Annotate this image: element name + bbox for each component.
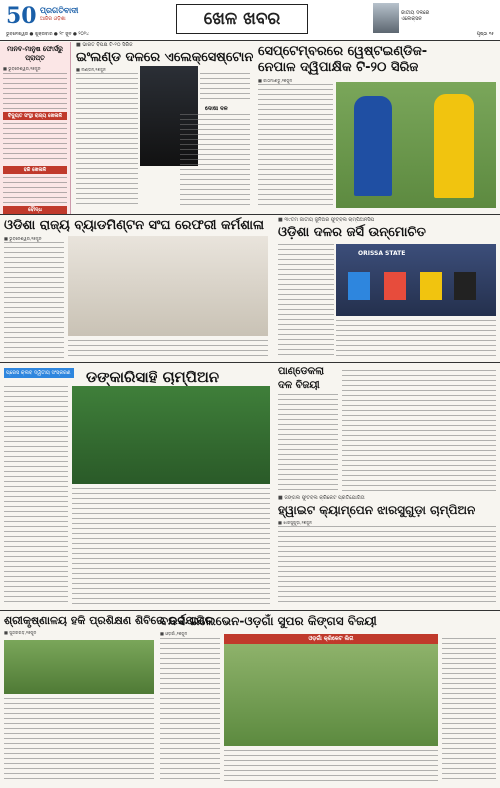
page-number: ପୃଷ୍ଠା ୧୫ — [476, 32, 494, 37]
jersey-body — [278, 244, 334, 358]
left-column — [0, 42, 71, 214]
left-text-2 — [3, 123, 67, 163]
white-campaign-dateline: ■ ଝାରସୁଗୁଡ଼ା,୨୭ଜୁନ — [278, 520, 313, 525]
logo-number: 50 — [6, 3, 37, 29]
england-body-2 — [200, 73, 250, 103]
bottom-left-dateline: ■ ସୁନ୍ଦରଗଡ଼,୨୭ଜୁନ — [4, 630, 37, 635]
westindies-headline-1: ସେପ୍ଟେମ୍ବରରେ ୱେଷ୍ଟଇଣ୍ଡିଜ- — [258, 44, 428, 59]
bottom-right-body-3 — [442, 638, 496, 782]
westindies-photo — [336, 82, 496, 208]
bottom-right-dateline: ■ ଓଡ଼ଗାଁ,୨୭ଜୁନ — [160, 631, 188, 636]
bottom-right-body-1 — [160, 638, 220, 782]
england-subhead: ଦୋଷୀ ଦଳ — [205, 106, 228, 112]
england-headline: ଇଂଲଣ୍ଡ ଦଳରେ ଏଲେକ୍ସେଷ୍ଟୋନ — [76, 50, 254, 65]
left-heading: ମାନବ-ମାନୁଷ ଫୋର୍ସରୁ ପ୍ରାପ୍ତ — [7, 45, 63, 62]
england-body — [76, 73, 138, 207]
badminton-dateline: ■ ଭୁବନେଶ୍ୱର,୨୭ଜୁନ — [4, 236, 42, 241]
dankarisahi-photo — [72, 386, 270, 484]
england-body-3 — [180, 114, 250, 208]
left-text-3 — [3, 177, 67, 203]
england-kicker: ■ ଭାରତ ବିପକ୍ଷ ଟି-୨୦ ସିରିଜ — [76, 42, 133, 48]
england-dateline: ■ ଲଣ୍ଡନ,୨୭ଜୁନ — [76, 67, 106, 72]
dateline: ଭୁବନେଶ୍ୱର ● ଶୁକ୍ରବାର ● ୨୮ ଜୁନ ● ୨୦୨୪ — [6, 32, 89, 37]
bottom-right-body-2 — [224, 750, 438, 782]
columnist-name: ଜାତୀୟ ଦଳରେ ଏଲେକ୍ସନ — [401, 10, 430, 22]
section-title: ଖେଳ ଖବର — [176, 4, 308, 34]
bottom-right-headline: ବନ୍ଦର୍ସ ଇଲେଭେନ-ଓଡ଼ଗାଁ ସୁପର କିଙ୍ଗସ ବିଜୟୀ — [160, 614, 377, 628]
logo-name: ପ୍ରଗତିବାଦୀ — [40, 6, 79, 15]
dankarisahi-tag: ପ୍ରେସ କ୍ଲବ ଦ୍ୱିତୀୟ ସଂସ୍କରଣ — [4, 368, 74, 378]
white-campaign-kicker: ■ ଜଙ୍ଗଲ ଫୁଟବଲ କ୍ରିକେଟ ପ୍ରତିଯୋଗିତା — [278, 495, 365, 501]
pandekala-headline-1: ପାଣ୍ଡେକଲା — [278, 366, 325, 377]
pandekala-body — [278, 394, 338, 492]
jersey-banner: ORISSA STATE — [358, 250, 406, 257]
bottom-left-body — [4, 698, 154, 782]
dankarisahi-body-2 — [72, 488, 270, 606]
westindies-dateline: ■ କାଠମାଣ୍ଡୁ,୨୭ଜୁନ — [258, 78, 293, 83]
badminton-headline: ଓଡିଶା ରାଜ୍ୟ ବ୍ୟାଡମିଣ୍ଟନ ସଂଘ ରେଫରୀ କର୍ମଶାଳା — [4, 218, 265, 233]
jersey-photo — [336, 244, 496, 316]
badminton-body-1 — [4, 242, 64, 358]
left-dateline: ■ ଭୁବନେଶ୍ୱର,୨୭ଜୁନ — [3, 66, 41, 71]
bottom-left-headline: ଶ୍ରୀକୃଷ୍ଣାଳୟ ହକି ପ୍ରଶିକ୍ଷଣ ଶିବିରେ ଉଦଯାପିତ — [4, 614, 213, 627]
logo-sub: ଆଜିର ଓଡ଼ିଶା — [40, 16, 66, 22]
westindies-headline-2: ନେପାଳ ଦ୍ୱିପାକ୍ଷିକ ଟି-୨୦ ସିରିଜ — [258, 60, 419, 75]
columnist-photo — [373, 3, 399, 33]
white-campaign-headline: ହ୍ୱାଇଟ କ୍ୟାମ୍ପେନ ଝାରସୁଗୁଡ଼ା ଚାମ୍ପିଅନ — [278, 503, 476, 517]
left-subhead-2: ହକି ଖେଳାଳି — [3, 166, 67, 174]
dankarisahi-body-1 — [4, 386, 68, 606]
white-campaign-body — [278, 526, 496, 606]
pandekala-headline-2: ଦଳ ବିଜୟୀ — [278, 380, 320, 391]
bottom-left-photo — [4, 640, 154, 694]
left-subhead: ବିଦ୍ୟୁତ ସଂସ୍ଥା ରାଜ୍ୟ ଖେଳାଳି — [3, 112, 67, 120]
jersey-headline: ଓଡ଼ିଶା ଦଳର ଜର୍ସି ଉନ୍ମୋଚିତ — [278, 225, 426, 240]
westindies-body — [258, 84, 333, 208]
bottom-right-photo — [224, 634, 438, 746]
jersey-kicker: ■ ୩୯ତମ ଜାତୀୟ ଜୁନିଅର ଫୁଟ୍‌ବଲ ଚାମ୍ପିଅନସିପ — [278, 217, 375, 223]
badminton-photo — [68, 236, 268, 336]
pandekala-body-2 — [342, 370, 496, 492]
bottom-right-photo-label: ଓଡ଼ଗାଁ କ୍ରିକେଟ ଲିଗ — [224, 634, 438, 644]
masthead — [0, 0, 500, 41]
left-text-1 — [3, 73, 67, 109]
jersey-body-2 — [336, 320, 496, 358]
dankarisahi-headline: ଡଙ୍କାରିସାହି ଚାମ୍ପିଅନ — [86, 368, 220, 386]
badminton-body-2 — [68, 340, 268, 358]
left-subhead-3: ବୌଦ୍ଧ — [3, 206, 67, 214]
